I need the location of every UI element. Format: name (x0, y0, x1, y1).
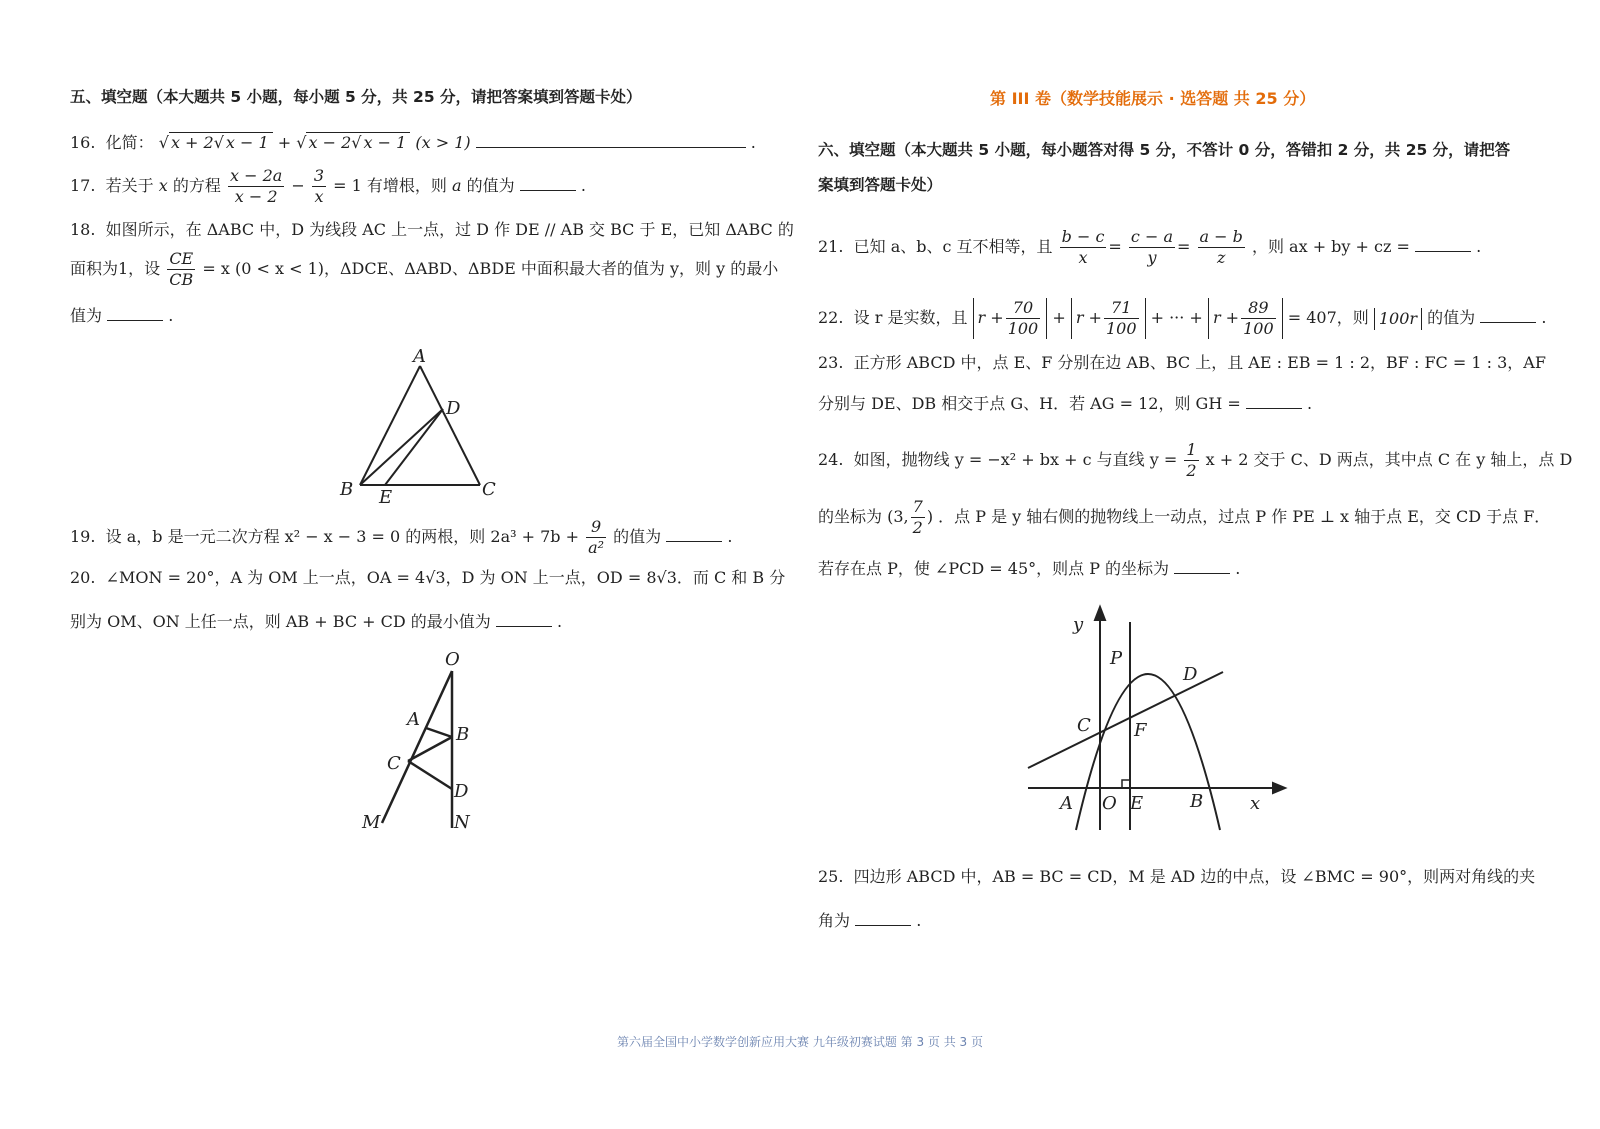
q16-condition: (x > 1) (415, 133, 471, 152)
label-D: D (446, 398, 461, 419)
edge-AB (360, 366, 420, 485)
x-axis-arrow (1273, 783, 1285, 793)
q17-minus: − (291, 176, 305, 195)
right-angle-mark (1122, 780, 1130, 788)
q19-post: 的值为 (613, 527, 662, 546)
label-B: B (1190, 791, 1204, 812)
q22-floor-2: r + $\frac{71}{100}$ (1071, 298, 1146, 339)
q23-line1-text: 正方形 ABCD 中，点 E、F 分别在边 AB、BC 上，且 AE : EB = 1 : 2，BF : FC = 1 : 3，AF (853, 353, 1546, 372)
q17-pre: 若关于 (105, 176, 154, 195)
triangle-figure (335, 340, 575, 510)
angle-figure (350, 645, 510, 840)
q24-post1: x + 2 交于 C、D 两点，其中点 C 在 y 轴上，点 D (1205, 450, 1573, 469)
label-F: F (1134, 720, 1147, 741)
q23-end: . (1306, 394, 1313, 413)
section6-heading-line1: 六、填空题（本大题共 5 小题，每小题答对得 5 分，不答计 0 分，答错扣 2 分，共 25 分，请把答 (818, 141, 1511, 159)
q25-answer-blank[interactable] (855, 910, 911, 926)
q21-post: ，则 ax + by + cz = (1251, 237, 1410, 256)
q24-answer-blank[interactable] (1174, 558, 1230, 574)
question-20-line1 (70, 567, 785, 589)
label-O: O (445, 649, 460, 670)
q17-fraction-1: $\frac{x - 2a}{x - 2}$ (229, 166, 283, 206)
q23-line2-text: 分别与 DE、DB 相交于点 G、H．若 AG = 12，则 GH = (818, 394, 1241, 413)
q18-line3-text: 值为 (70, 306, 103, 325)
q22-floor-100r: 100r (1374, 308, 1422, 330)
label-N: N (454, 812, 470, 833)
q16-number: 16. (70, 133, 96, 152)
section5-heading: 五、填空题（本大题共 5 小题，每小题 5 分，共 25 分，请把答案填到答题卡处） (70, 88, 642, 106)
question-21: 21. 已知 a、b、c 互不相等，且 $\frac{b - c}{x}$ = $\frac{c - a}{y}$ = $\frac{a - b}{z}$ ，则 ax + by + cz = . (818, 227, 1482, 267)
label-x: x (1250, 793, 1261, 814)
label-B: B (340, 479, 354, 500)
segment-DE (385, 409, 443, 485)
q19-answer-blank[interactable] (666, 526, 722, 542)
q17-answer-blank[interactable] (520, 175, 576, 191)
y-axis-arrow (1095, 607, 1105, 620)
label-A: A (1060, 793, 1073, 814)
q23-answer-blank[interactable] (1246, 393, 1302, 409)
q17-end: . (580, 176, 586, 195)
q22-floor-3: r + $\frac{89}{100}$ (1208, 298, 1283, 339)
ray-OM (382, 671, 452, 823)
q17-fraction-2: $\frac{3}{x}$ (313, 166, 325, 206)
label-O: O (1102, 793, 1117, 814)
segment-BC (408, 737, 452, 761)
q22-floor-1: r + $\frac{70}{100}$ (973, 298, 1048, 339)
q16-text: 化简： (105, 133, 154, 152)
q22-post: = 407，则 (1287, 308, 1369, 327)
q19-fraction: $\frac{9}{\text{a²}}$ (588, 517, 605, 557)
question-23-line2 (818, 393, 1312, 415)
label-M: M (362, 812, 381, 833)
question-24-line1 (818, 440, 1572, 481)
q16-end: . (750, 133, 756, 152)
question-25-line1 (818, 866, 1535, 888)
question-17 (70, 166, 586, 207)
q21-pre: 已知 a、b、c 互不相等，且 (853, 237, 1053, 256)
label-E: E (379, 487, 393, 508)
label-y: y (1073, 614, 1084, 635)
q21-fraction-2: $\frac{c - a}{y}$ (1130, 227, 1173, 267)
q22-pre: 设 r 是实数，且 (853, 308, 968, 327)
q21-end: . (1476, 237, 1482, 256)
label-D: D (454, 781, 469, 802)
q22-post2: 的值为 (1427, 308, 1476, 327)
question-19 (70, 517, 732, 558)
q25-number: 25. (818, 867, 844, 886)
label-A: A (407, 709, 420, 730)
q25-end: . (916, 911, 922, 930)
q20-line2-text: 别为 OM、ON 上任一点，则 AB + BC + CD 的最小值为 (70, 612, 491, 631)
q24-coord: (3, $\frac{7}{2}$ ) (887, 497, 934, 537)
q20-answer-blank[interactable] (496, 611, 552, 627)
question-18-line1 (70, 219, 794, 241)
label-D: D (1183, 664, 1198, 685)
q20-end: . (557, 612, 563, 631)
q24-fraction: $\frac{1}{2}$ (1186, 440, 1197, 480)
q21-fraction-3: $\frac{a - b}{z}$ (1199, 227, 1243, 267)
q18-post2: = x (0 < x < 1)，ΔDCE、ΔABD、ΔBDE 中面积最大者的值为 y，则 y 的最小 (202, 259, 779, 278)
question-20-line2 (70, 611, 562, 633)
q20-number: 20. (70, 568, 96, 587)
q16-expression: √ x + 2√ x − 1 + √ x − 2√ x − 1 (159, 132, 411, 152)
line-CD (1028, 672, 1223, 768)
question-23-line1 (818, 352, 1546, 374)
label-E: E (1130, 793, 1144, 814)
q22-dots: + ··· + (1150, 308, 1203, 327)
q21-answer-blank[interactable] (1415, 236, 1471, 252)
question-18-line2 (70, 249, 778, 290)
parabola-figure (1018, 600, 1298, 840)
q19-pre: 设 a，b 是一元二次方程 x² − x − 3 = 0 的两根，则 2a³ + 7b + (105, 527, 580, 546)
q22-end: . (1541, 308, 1547, 327)
question-22: 22. 设 r 是实数，且 r + $\frac{70}{100}$ + r + $\frac{71}{100}$ + ··· + r + $\frac{89}{100}$ = 407，则 100r 的值为 . (818, 298, 1547, 338)
q22-answer-blank[interactable] (1480, 307, 1536, 323)
label-B: B (456, 724, 470, 745)
label-P: P (1110, 648, 1123, 669)
q19-number: 19. (70, 527, 96, 546)
question-24-line2 (818, 497, 1550, 538)
q18-number: 18. (70, 220, 96, 239)
q24-end: . (1235, 559, 1241, 578)
q18-pre2: 面积为1，设 (70, 259, 161, 278)
q18-line1-text: 如图所示，在 ΔABC 中，D 为线段 AC 上一点，过 D 作 DE // AB 交 BC 于 E，已知 ΔABC 的 (105, 220, 794, 239)
page-footer: 第六届全国中小学数学创新应用大赛 九年级初赛试题 第 3 页 共 3 页 (617, 1035, 983, 1049)
segment-BD (360, 409, 443, 485)
section-3-title: 第 III 卷（数学技能展示 · 选答题 共 25 分） (990, 89, 1316, 108)
label-C: C (482, 479, 496, 500)
q17-var2: a (452, 176, 462, 195)
q24-pre1: 如图，抛物线 y = −x² + bx + c 与直线 y = (853, 450, 1178, 469)
label-A: A (413, 346, 426, 367)
q24-number: 24. (818, 450, 844, 469)
q23-number: 23. (818, 353, 844, 372)
q17-mid: 的方程 (172, 176, 221, 195)
q16-answer-blank[interactable] (476, 132, 746, 148)
q19-end: . (727, 527, 733, 546)
q17-eq: = 1 有增根，则 (333, 176, 447, 195)
segment-AB (426, 728, 452, 737)
q18-fraction: $\frac{CE}{CB}$ (169, 249, 194, 289)
section6-heading-line2: 案填到答题卡处） (818, 176, 943, 194)
segment-CD (408, 761, 452, 789)
q18-end: . (168, 306, 174, 325)
q24-post2: ．点 P 是 y 轴右侧的抛物线上一动点，过点 P 作 PE ⊥ x 轴于点 E，交 CD 于点 F． (938, 507, 1551, 526)
edge-AC (420, 366, 480, 485)
question-24-line3 (818, 558, 1240, 580)
q17-var: x (158, 176, 168, 195)
q18-answer-blank[interactable] (107, 305, 163, 321)
q21-number: 21. (818, 237, 844, 256)
question-16 (70, 132, 756, 154)
q22-number: 22. (818, 308, 844, 327)
q25-line1-text: 四边形 ABCD 中，AB = BC = CD，M 是 AD 边的中点，设 ∠BMC = 90°，则两对角线的夹 (853, 867, 1536, 886)
q21-fraction-1: $\frac{b - c}{x}$ (1061, 227, 1105, 267)
q17-post: 的值为 (466, 176, 515, 195)
question-18-line3 (70, 305, 173, 327)
q20-line1-text: ∠MON = 20°，A 为 OM 上一点，OA = 4√3，D 为 ON 上一点，OD = 8√3．而 C 和 B 分 (105, 568, 786, 587)
q17-number: 17. (70, 176, 96, 195)
question-25-line2 (818, 910, 921, 932)
label-C: C (387, 753, 401, 774)
q24-line3-text: 若存在点 P，使 ∠PCD = 45°，则点 P 的坐标为 (818, 559, 1170, 578)
q25-line2-text: 角为 (818, 911, 851, 930)
label-C: C (1077, 715, 1091, 736)
q24-pre2: 的坐标为 (818, 507, 883, 526)
